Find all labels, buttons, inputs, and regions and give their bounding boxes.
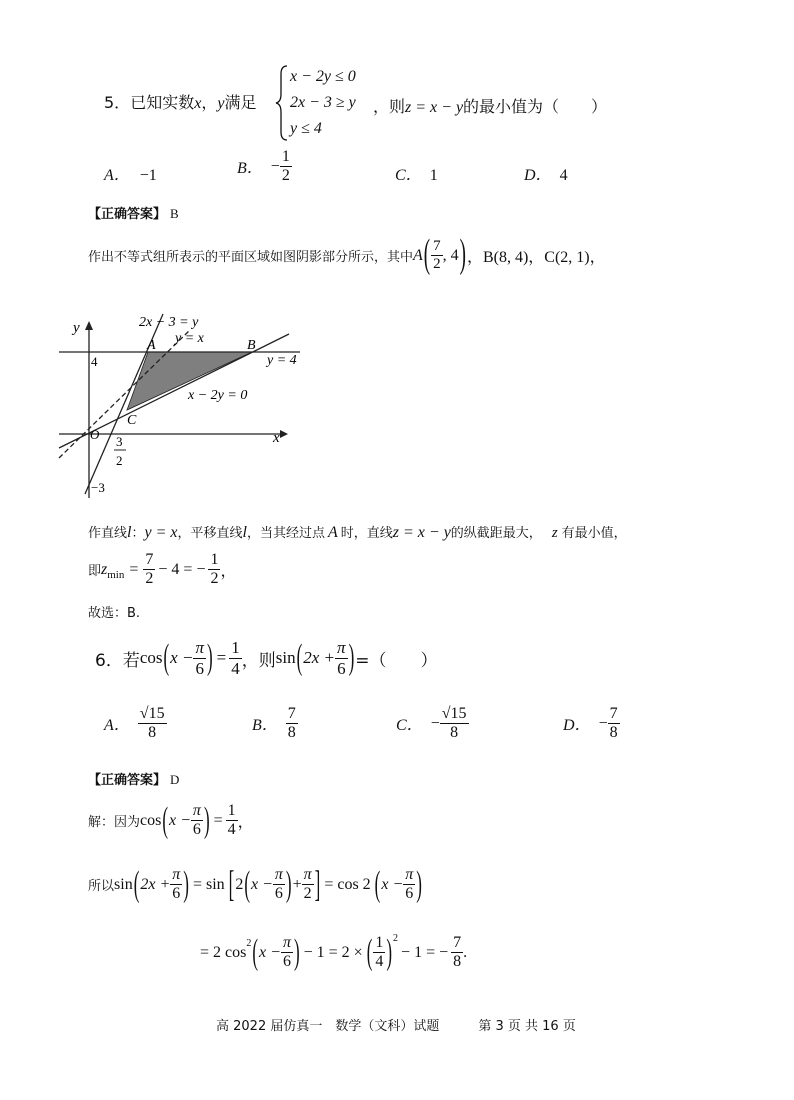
fig-label-line-2x3: 2x − 3 = y	[139, 315, 199, 330]
q5-option-b	[237, 148, 292, 186]
q6-pi-b: π	[337, 638, 346, 657]
q6-sol3-quarter	[373, 934, 385, 972]
q6-ze: ，则	[241, 650, 276, 671]
q5-sol2-expr: z = x − y	[392, 524, 451, 541]
q6-sol1-one: 1	[226, 802, 238, 821]
fig-label-b: B	[247, 338, 256, 353]
q6-pi: π	[195, 638, 204, 657]
q6-option-c	[396, 705, 469, 743]
q6-sol2-x-minus: x −	[251, 875, 273, 893]
q6-sol2-pi: π	[170, 866, 182, 885]
q5-stem-text-b: 满足	[224, 93, 257, 112]
q6-sol2-two: 2	[235, 875, 244, 893]
x-axis-arrow	[280, 430, 288, 438]
q5-sol3-a: 即	[88, 564, 102, 580]
q6-sol2-two-den: 2	[303, 885, 312, 903]
q6-one: 1	[231, 638, 240, 657]
q6-sol1-six: 6	[192, 821, 201, 839]
q6-x-minus: x −	[170, 648, 194, 668]
q5-option-b-fraction	[280, 148, 292, 186]
q6-option-b-label: B．	[252, 717, 278, 735]
q5-points-bc: ，B(8, 4)，C(2, 1)，	[466, 249, 606, 267]
q6-solution-line-2: 所以 sin ( 2x + $\frac{\pi}{6}$ ) = sin [ 2 ( x − $\frac{\pi}{6}$ ) + $\frac{\pi}{2}$ ] = cos 2 ( x − $\frac{\pi}{6}$ )	[88, 862, 422, 905]
q6-sol2-pi-c: π	[302, 866, 314, 885]
q6-option-c-num: √15	[440, 705, 469, 724]
q5-sol2-pt-a: A	[327, 524, 338, 541]
q5-zmin-n2: 1	[208, 551, 220, 570]
q5-answer-label: 【正确答案】	[88, 207, 167, 222]
q6-sol2-six-b: 6	[274, 885, 283, 903]
q5-option-b-sign: −	[270, 157, 280, 175]
q5-option-d-value: 4	[559, 167, 568, 184]
q5-solution-line-1: 作出不等式组所表示的平面区域如图阴影部分所示，其中 A ( $\frac{7}{2}$ , 4 ) ，B(8, 4)，C(2, 1)，	[88, 232, 606, 277]
q5-stem-d: 的最小值为（ ）	[463, 97, 608, 116]
q5-expr: z = x − y	[405, 99, 464, 116]
q5-point-a-name: A	[413, 246, 423, 264]
q6-option-a-den: 8	[148, 724, 157, 742]
q5-sol2-l2: l	[242, 524, 247, 541]
q6-number: 6．	[95, 650, 123, 671]
system-line-2: 2x − 3 ≥ y	[290, 94, 356, 111]
q5-zmin-end: ，	[220, 561, 237, 581]
q6-sol2-a: 所以	[88, 879, 115, 895]
q5-option-a	[104, 162, 157, 185]
q5-sol1-text: 作出不等式组所表示的平面区域如图阴影部分所示，其中	[88, 250, 414, 266]
q5-option-b-den: 2	[281, 167, 290, 185]
q6-option-b-frac	[286, 705, 298, 743]
q5-solution-end: 故选：B.	[88, 606, 141, 621]
q5-sol2-h: 有最小值，	[561, 526, 627, 541]
fig-label-line-x2y: x − 2y = 0	[188, 388, 248, 403]
q6-sol3-c: − 1 = −	[401, 943, 449, 961]
q6-option-a-frac	[138, 705, 167, 743]
q5-sol2-f: 的纵截距最大，	[450, 526, 542, 541]
q6-answer-value: D	[170, 772, 180, 787]
q6-sol2-x-minus-c: x −	[381, 875, 404, 893]
q5-answer-value: B	[170, 206, 179, 221]
q6-six: 6	[195, 658, 204, 678]
q5-sep: ，	[201, 93, 218, 112]
q5-sol2-c: ，平移直线	[177, 526, 243, 541]
q6-option-a-num: √15	[138, 705, 167, 724]
q5-solution-line-3	[88, 551, 237, 589]
q6-option-c-den: 8	[450, 724, 459, 742]
q5-option-a-label: A．	[104, 167, 130, 184]
q6-pi-over-6-b	[335, 638, 348, 678]
q6-pi-over-6	[193, 638, 206, 678]
q6-sol3-six: 6	[282, 953, 291, 971]
page-footer: 高 2022 届仿真一 数学（文科）试题 第 3 页 共 16 页	[216, 1019, 576, 1034]
q6-sol3-b: − 1 = 2 ×	[303, 943, 363, 961]
q6-option-b-den: 8	[287, 724, 296, 742]
q5-zmin-mid: − 4 = −	[158, 560, 206, 578]
q6-sol3-sq-b: 2	[393, 933, 399, 945]
q5-option-a-value: −1	[139, 167, 157, 184]
q5-number: 5．	[104, 93, 131, 112]
q6-option-c-frac	[440, 705, 469, 743]
q6-ruo: 若	[122, 650, 140, 671]
q5-zmin-d2: 2	[210, 570, 219, 588]
q5-sol2-d: ，当其经过点	[246, 526, 325, 541]
q6-stem: 6． 若 cos ( x − $\frac{\pi}{6}$ ) = $\frac{1}{4}$ ，则 sin ( 2x + $\frac{\pi}{6}$ ) =（ ）	[95, 637, 438, 678]
q5-zmin-frac-2	[208, 551, 220, 589]
q6-sol3-d: 8	[453, 953, 462, 971]
q5-point-a-den: 2	[433, 256, 441, 273]
q6-sol1-end: ，	[237, 812, 254, 832]
q6-sol2-pi6-c	[403, 866, 415, 904]
q5-zmin: z	[101, 560, 108, 578]
q5-stem	[104, 90, 256, 113]
q5-point-a-y: , 4	[442, 246, 459, 264]
q5-sol2-yx: y = x	[144, 524, 178, 541]
q6-sol2-sin: sin	[114, 875, 133, 893]
q6-sol1-a: 解：因为	[88, 815, 141, 831]
q6-sol3-pi: π	[281, 934, 293, 953]
q5-zmin-d1: 2	[145, 570, 154, 588]
q5-point-a-x	[431, 238, 443, 274]
q6-sol3-end: .	[463, 943, 468, 961]
q6-sol1-pi: π	[191, 802, 203, 821]
q5-option-d-label: D．	[524, 167, 552, 184]
q5-var-y: y	[217, 95, 225, 112]
q6-sol3-four: 4	[375, 953, 384, 971]
fig-label-o: O	[90, 427, 100, 442]
q6-sol3-pi6	[281, 934, 293, 972]
fig-label-x: x	[273, 430, 280, 446]
q6-option-d-num: 7	[608, 705, 620, 724]
q6-answer	[88, 769, 179, 788]
q6-option-c-label: C．	[396, 717, 423, 735]
fig-label-32-den: 2	[116, 453, 123, 468]
q6-sol2-pi2	[302, 866, 314, 904]
q5-zmin-eq: =	[129, 560, 139, 578]
q6-solution-line-1: 解：因为 cos ( x − $\frac{\pi}{6}$ ) = $\frac{1}{4}$ ，	[88, 799, 254, 840]
q6-sol2-pi6	[170, 866, 182, 904]
q5-answer	[88, 203, 179, 222]
fig-label-line-yx: y = x	[175, 331, 204, 346]
q6-sin: sin	[275, 648, 296, 668]
q6-option-c-sign: −	[430, 714, 440, 732]
feasible-region-figure	[55, 306, 305, 498]
q6-sol1-four: 4	[227, 821, 236, 839]
q6-option-a	[104, 705, 167, 743]
q5-sol2-l: l	[127, 524, 132, 541]
q6-option-b-num: 7	[286, 705, 298, 724]
q6-sol3-a: = 2 cos	[200, 943, 247, 961]
q6-option-d-label: D．	[563, 717, 591, 735]
q5-sol2-b: ：	[131, 526, 145, 541]
q5-sol2-a: 作直线	[88, 526, 128, 541]
q6-option-d-frac	[608, 705, 620, 743]
fig-label-line-y4: y = 4	[267, 353, 297, 368]
q6-option-d-sign: −	[598, 714, 608, 732]
system-line-3: y ≤ 4	[290, 120, 322, 137]
q5-stem-tail	[373, 94, 607, 117]
q6-answer-label: 【正确答案】	[88, 773, 167, 788]
q6-sol2-six: 6	[172, 885, 181, 903]
q6-option-d-den: 8	[609, 724, 618, 742]
q6-solution-line-3: = 2 cos 2 ( x − $\frac{\pi}{6}$ ) − 1 = 2 × ( $\frac{1}{4}$ ) 2 − 1 = − $\frac{7}{8}$ .	[200, 931, 468, 972]
q5-option-c-value: 1	[429, 167, 438, 184]
q5-sol2-z: z	[551, 525, 558, 541]
fig-label-32-num: 3	[116, 434, 123, 449]
q6-sol1-quarter	[226, 802, 238, 840]
q6-sol3-one: 1	[373, 934, 385, 953]
q5-option-b-num: 1	[280, 148, 292, 167]
fig-label-neg3: −3	[91, 480, 105, 495]
q6-sol2-pi-d: π	[403, 866, 415, 885]
q6-sol2-pi-b: π	[273, 866, 285, 885]
system-brace	[275, 64, 289, 142]
q6-sol3-n: 7	[451, 934, 463, 953]
q5-option-d	[524, 162, 568, 185]
q6-sol3-seven-eighths	[451, 934, 463, 972]
fig-label-c: C	[127, 413, 137, 428]
q6-sol2-two-x-plus: 2x +	[140, 875, 171, 893]
q6-sol1-pi6	[191, 802, 203, 840]
y-axis-arrow	[85, 321, 93, 330]
q6-sol3-x-minus: x −	[259, 943, 281, 961]
q5-option-c-label: C．	[395, 167, 422, 184]
q5-option-b-label: B．	[237, 160, 263, 178]
q5-zmin-n1: 7	[143, 551, 155, 570]
q5-zmin-sub: min	[107, 568, 125, 581]
q6-two-x-plus: 2x +	[303, 648, 336, 668]
q5-point-a-num: 7	[431, 238, 443, 256]
q6-sol1-cos: cos	[140, 811, 162, 829]
q6-sol2-sin2: = sin	[192, 875, 225, 893]
q6-sol2-pi6-b	[273, 866, 285, 904]
q6-sol2-plus: +	[292, 875, 302, 893]
q5-stem-text: 已知实数	[130, 93, 195, 112]
fig-label-a: A	[147, 338, 156, 353]
q6-option-b	[252, 705, 298, 743]
q6-four: 4	[231, 658, 240, 678]
q5-stem-c: ，则	[373, 97, 406, 116]
system-line-1: x − 2y ≤ 0	[290, 68, 356, 85]
q6-option-d	[563, 705, 620, 743]
q6-sol3-sq: 2	[246, 938, 252, 950]
fig-label-4: 4	[91, 354, 98, 369]
q5-solution-line-2	[88, 522, 627, 542]
q6-eq: =	[216, 648, 227, 668]
q5-zmin-frac-1	[143, 551, 155, 589]
q5-option-c	[395, 162, 438, 185]
q6-cos: cos	[139, 648, 163, 668]
fig-label-y: y	[73, 320, 80, 336]
q6-sol2-six-c: 6	[405, 885, 414, 903]
q6-sol1-x-minus: x −	[169, 811, 191, 829]
q6-one-quarter	[229, 638, 242, 678]
q6-sol1-eq: =	[213, 811, 223, 829]
q6-six-b: 6	[337, 658, 346, 678]
q6-option-a-label: A．	[104, 717, 130, 735]
q6-sol2-cos2: = cos 2	[324, 875, 371, 893]
q5-sol2-e: 时，直线	[340, 526, 393, 541]
q5-var-x: x	[194, 95, 202, 112]
q6-eq-blank: =（ ）	[355, 650, 438, 671]
